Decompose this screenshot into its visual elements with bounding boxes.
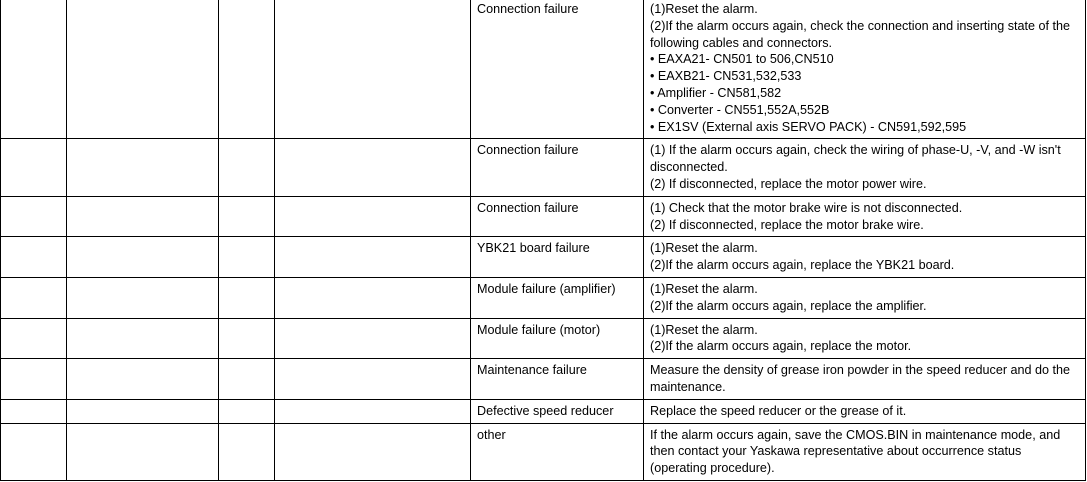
cause-cell: Defective speed reducer	[471, 399, 644, 423]
remedy-line: • EAXA21- CN501 to 506,CN510	[650, 52, 834, 67]
empty-cell	[219, 399, 275, 423]
remedy-line: (1) Check that the motor brake wire is not disconnected.	[650, 200, 963, 215]
remedy-line: • EAXB21- CN531,532,533	[650, 69, 802, 84]
remedy-line: (1)Reset the alarm.	[650, 281, 758, 296]
empty-cell	[275, 0, 471, 139]
empty-cell	[275, 196, 471, 237]
empty-cell	[1, 399, 67, 423]
empty-cell	[1, 277, 67, 318]
empty-cell	[67, 359, 219, 400]
remedy-line: Replace the speed reducer or the grease of it.	[650, 403, 907, 418]
cause-cell: Connection failure	[471, 196, 644, 237]
empty-cell	[219, 318, 275, 359]
empty-cell	[1, 196, 67, 237]
empty-cell	[1, 139, 67, 196]
cause-cell: Connection failure	[471, 0, 644, 139]
remedy-line: (2)If the alarm occurs again, replace the amplifier.	[650, 298, 927, 313]
empty-cell	[67, 196, 219, 237]
remedy-line: (2)If the alarm occurs again, replace the YBK21 board.	[650, 258, 955, 273]
empty-cell	[219, 196, 275, 237]
empty-cell	[67, 277, 219, 318]
empty-cell	[275, 423, 471, 480]
remedy-line: (2)If the alarm occurs again, replace the motor.	[650, 339, 912, 354]
empty-cell	[1, 318, 67, 359]
empty-cell	[275, 359, 471, 400]
remedy-cell	[644, 196, 1086, 237]
table-row	[1, 237, 1086, 278]
remedy-cell	[644, 277, 1086, 318]
empty-cell	[219, 237, 275, 278]
remedy-cell	[644, 139, 1086, 196]
empty-cell	[275, 318, 471, 359]
remedy-cell	[644, 237, 1086, 278]
empty-cell	[67, 237, 219, 278]
empty-cell	[67, 423, 219, 480]
remedy-line: • Amplifier - CN581,582	[650, 85, 782, 100]
cause-cell: other	[471, 423, 644, 480]
table-body	[1, 0, 1086, 480]
empty-cell	[1, 359, 67, 400]
empty-cell	[67, 399, 219, 423]
empty-cell	[275, 139, 471, 196]
remedy-line: (2) If disconnected, replace the motor brake wire.	[650, 217, 924, 232]
empty-cell	[67, 0, 219, 139]
empty-cell	[1, 0, 67, 139]
remedy-line: • EX1SV (External axis SERVO PACK) - CN591,592,595	[650, 119, 967, 134]
empty-cell	[219, 277, 275, 318]
empty-cell	[219, 0, 275, 139]
cause-cell: Maintenance failure	[471, 359, 644, 400]
empty-cell	[275, 399, 471, 423]
remedy-cell	[644, 423, 1086, 480]
remedy-cell	[644, 318, 1086, 359]
remedy-line: (2)If the alarm occurs again, check the connection and inserting state of the following cables and connectors.	[650, 18, 1071, 50]
remedy-line: (1) If the alarm occurs again, check the wiring of phase-U, -V, and -W isn't disconnected.	[650, 143, 1061, 175]
remedy-cell	[644, 399, 1086, 423]
empty-cell	[219, 139, 275, 196]
empty-cell	[1, 237, 67, 278]
remedy-cell	[644, 359, 1086, 400]
remedy-line: (1)Reset the alarm.	[650, 241, 758, 256]
empty-cell	[275, 237, 471, 278]
empty-cell	[219, 359, 275, 400]
remedy-cell	[644, 0, 1086, 139]
cause-cell: Connection failure	[471, 139, 644, 196]
cause-cell: YBK21 board failure	[471, 237, 644, 278]
remedy-line: (2) If disconnected, replace the motor power wire.	[650, 176, 927, 191]
table-row	[1, 196, 1086, 237]
remedy-line: (1)Reset the alarm.	[650, 322, 758, 337]
empty-cell	[275, 277, 471, 318]
empty-cell	[67, 318, 219, 359]
table-row	[1, 0, 1086, 139]
empty-cell	[219, 423, 275, 480]
remedy-line: If the alarm occurs again, save the CMOS.BIN in maintenance mode, and then contact your Yaskawa representative about occurrence status (operating procedure).	[650, 427, 1061, 476]
table-row	[1, 277, 1086, 318]
table-row	[1, 139, 1086, 196]
table-row	[1, 318, 1086, 359]
empty-cell	[67, 139, 219, 196]
table-row	[1, 399, 1086, 423]
remedy-line: (1)Reset the alarm.	[650, 2, 758, 16]
cause-cell: Module failure (motor)	[471, 318, 644, 359]
table-row	[1, 359, 1086, 400]
remedy-line: • Converter - CN551,552A,552B	[650, 102, 830, 117]
cause-cell: Module failure (amplifier)	[471, 277, 644, 318]
table-row	[1, 423, 1086, 480]
empty-cell	[1, 423, 67, 480]
remedy-line: Measure the density of grease iron powder in the speed reducer and do the maintenance.	[650, 363, 1071, 394]
